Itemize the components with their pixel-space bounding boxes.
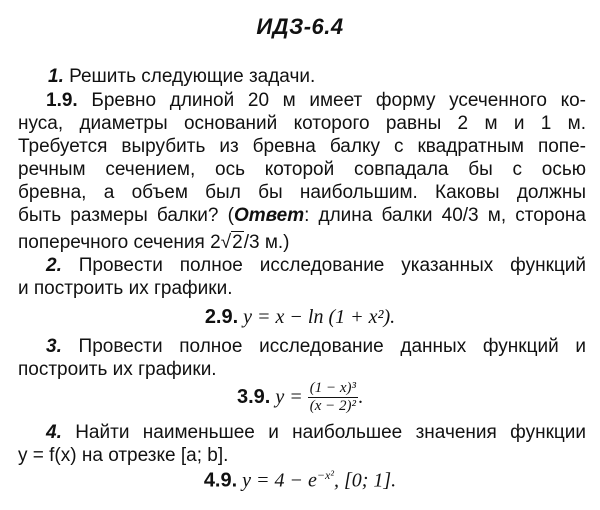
task4-number: 4. [46,422,62,443]
task1-heading [48,66,315,88]
task2-line-2: и построить их графики. [18,278,233,299]
task2-line-1: 2. Провести полное исследование указанных функций [46,255,586,276]
denominator: (x − 2)² [309,398,356,414]
page-title: ИДЗ-6.4 [256,14,344,39]
numerator: (1 − x)³ [309,380,356,396]
task1-number: 1. [48,66,64,87]
formula-3-9: 3.9. y = $\frac{\text{(1 − x)³}}{\text{(x − 2)²}}$ . [236,380,363,414]
task4-line-1: 4. Найти наименьшее и наибольшее значения функции [46,422,586,443]
problem-1-9-number: 1.9. [46,90,78,111]
formula-4-9: 4.9. $y = 4 - e^{-x^2}$, [0; 1]. [203,468,397,492]
fraction [308,380,358,415]
task1-heading-text: Решить следующие задачи. [63,66,316,87]
task1-line-7: поперечного сечения 2√2/3 м.) [18,232,290,253]
task2-number: 2. [46,255,62,276]
task1-line-1: 1.9. Бревно длиной 20 м имеет форму усеченного ко- [46,90,586,111]
answer-label: Ответ [233,205,305,226]
task1-line-3: Требуется вырубить из бревна балку с квадратным попе- [18,136,586,157]
task1-line-4: речным сечением, ось которой совпадала бы с осью [18,159,586,180]
task1-line-6: быть размеры балки? (Ответ: длина балки 40/3 м, сторона [18,205,586,226]
exponent: −x² [316,468,334,482]
task3-number: 3. [46,336,62,357]
task1-line-2: нуса, диаметры оснований которого равны 2 м и 1 м. [18,113,586,134]
task4-line-2: y = f(x) на отрезке [a; b]. [18,445,229,466]
task3-line-2: построить их графики. [18,359,217,380]
sqrt-symbol: √2 [220,232,243,253]
task1-line-5: бревна, а объем был бы наибольшим. Каковы должны [18,182,586,203]
formula-2-9: 2.9. y = x − ln (1 + x²). [204,306,396,328]
task3-line-1: 3. Провести полное исследование данных функций и [46,336,586,357]
